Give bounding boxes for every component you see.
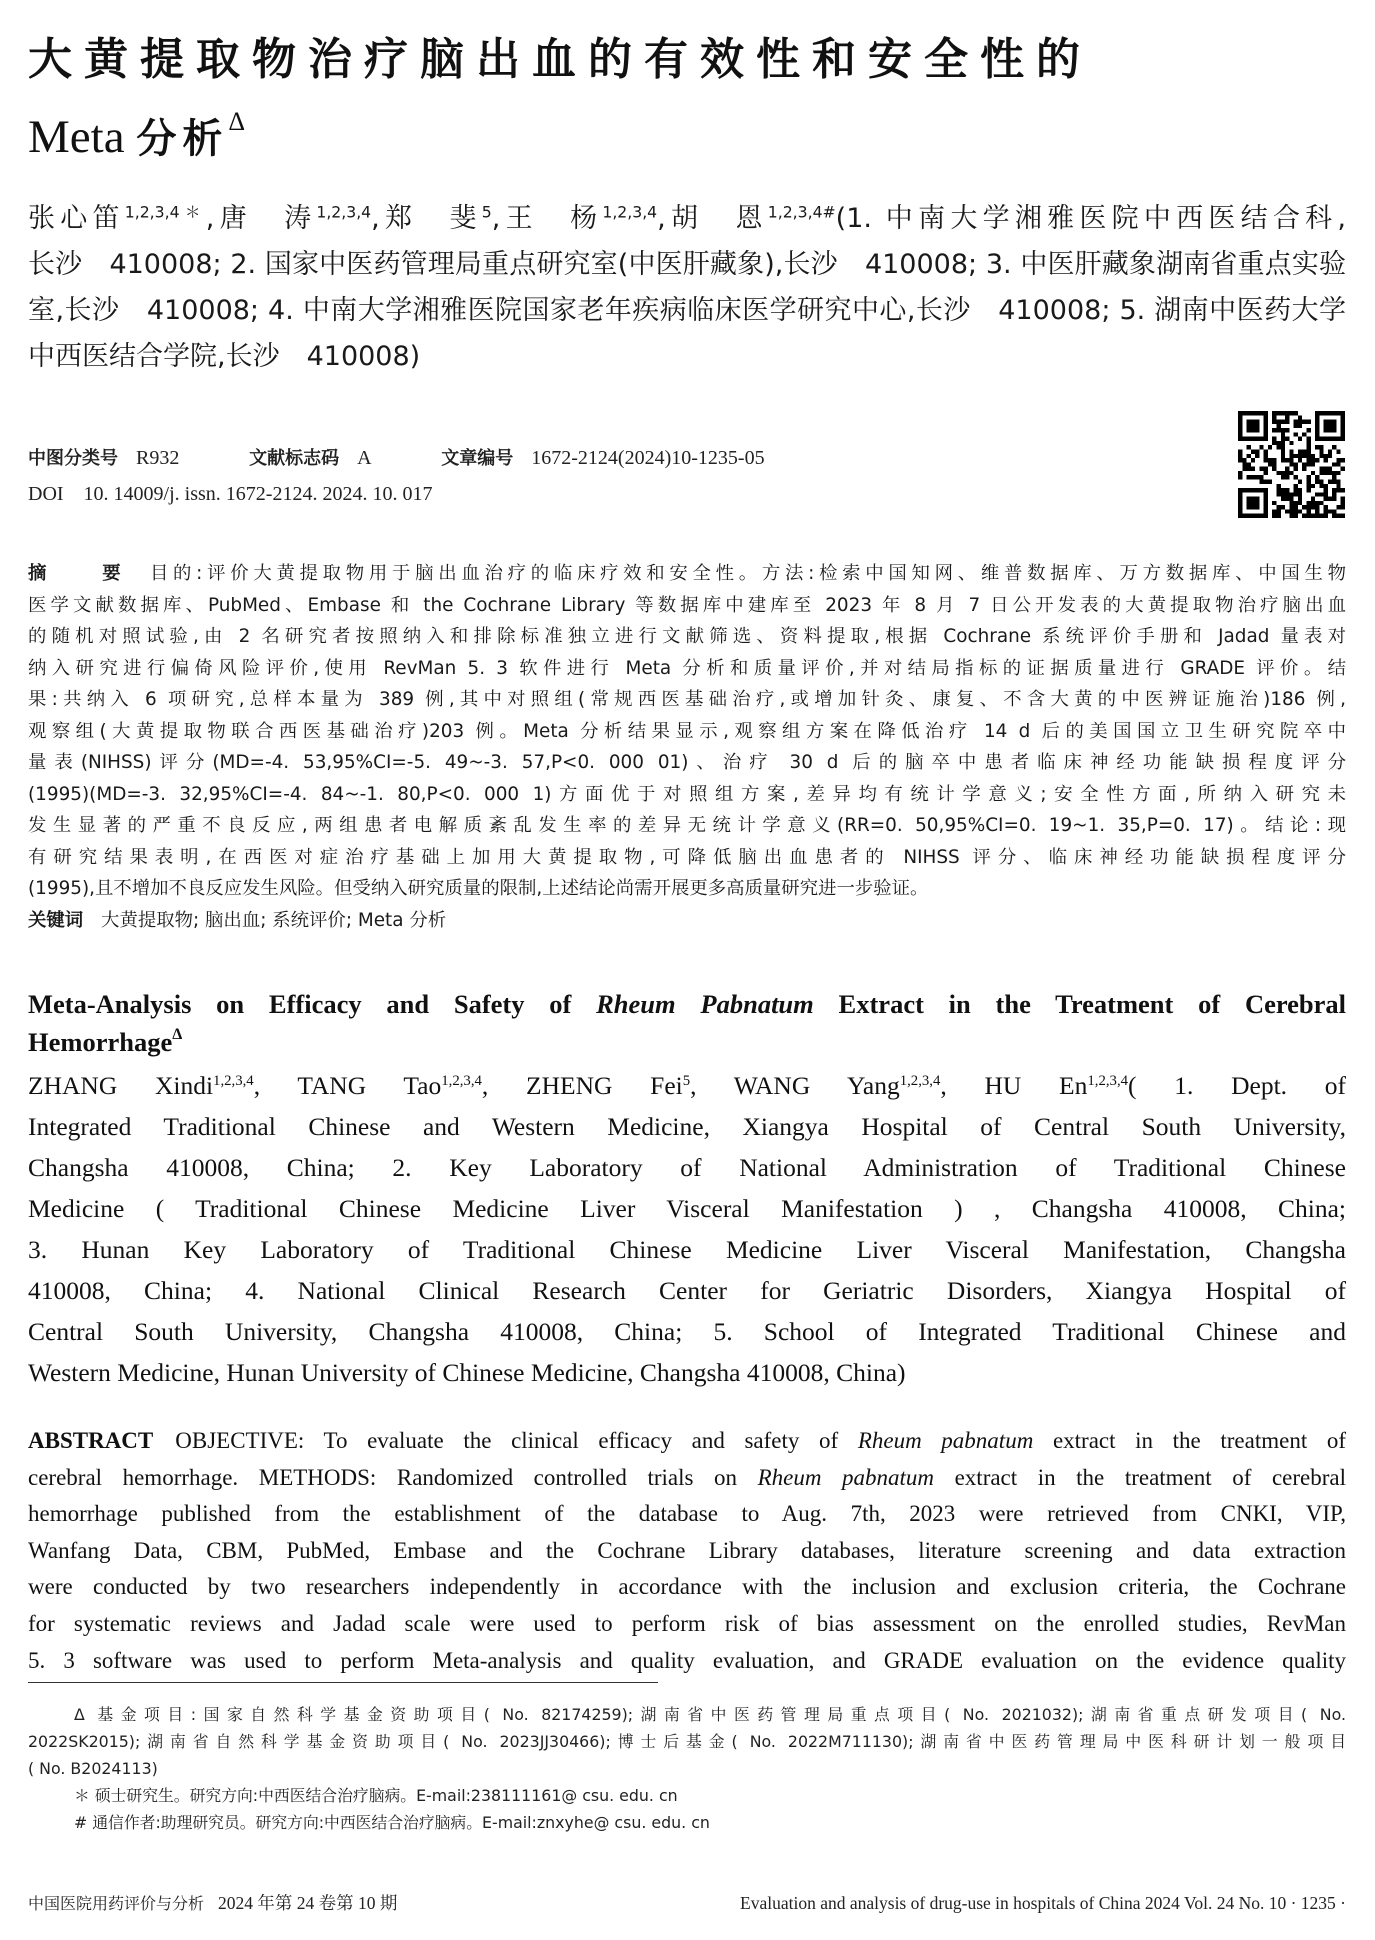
classification-metadata bbox=[28, 440, 1178, 512]
authors-affiliations-cn bbox=[28, 196, 1346, 380]
keywords-value: 大黄提取物; 脑出血; 系统评价; Meta 分析 bbox=[101, 909, 447, 931]
first-author-note: ＊ 硕士研究生。研究方向:中西医结合治疗脑病。E-mail:238111161@ csu. edu. cn bbox=[74, 1786, 678, 1805]
affiliation-en-line: Medicine ( Traditional Chinese Medicine Liver Visceral Manifestation ) , Changsha 410008, China; bbox=[28, 1194, 1346, 1223]
title-en-line-2 bbox=[28, 1023, 1346, 1061]
affiliation-en-text: ( 1. Dept. of bbox=[1128, 1071, 1346, 1100]
doc-code-value: A bbox=[357, 447, 372, 469]
abstract-en-species: Rheum pabnatum bbox=[757, 1464, 935, 1490]
abstract-cn-line: (1995)(MD=-3. 32,95%CI=-4. 84~-1. 80,P<0. 000 1)方面优于对照组方案,差异均有统计学意义;安全性方面,所纳入研究未 bbox=[28, 783, 1346, 805]
title-en-text: Hemorrhage bbox=[28, 1027, 173, 1057]
classification-row bbox=[28, 440, 1178, 476]
abstract-en-line: for systematic reviews and Jadad scale were used to perform risk of bias assessment on the enrolled studies, RevMan bbox=[28, 1610, 1346, 1636]
affiliation-en-line: Changsha 410008, China; 2. Key Laboratory of National Administration of Traditional Chinese bbox=[28, 1153, 1346, 1182]
author-affil-sup: 1,2,3,4 bbox=[316, 202, 372, 222]
abstract-cn-label: 摘 要 bbox=[28, 563, 140, 584]
corresponding-author-note: # 通信作者:助理研究员。研究方向:中西医结合治疗脑病。E-mail:znxyhe@ csu. edu. cn bbox=[74, 1813, 710, 1832]
author-affil-sup: 1,2,3,4# bbox=[767, 202, 836, 222]
author-affil-sup: 1,2,3,4 bbox=[602, 202, 658, 222]
fund-note-line: ( No. B2024113) bbox=[28, 1759, 158, 1778]
title-meta-word: Meta bbox=[28, 111, 125, 163]
authors-affiliations-en bbox=[28, 1065, 1346, 1393]
doi-row bbox=[28, 476, 1178, 512]
keywords-label: 关键词 bbox=[28, 909, 84, 931]
affiliation-line: 长沙 410008; 2. 国家中医药管理局重点研究室(中医肝藏象),长沙 410008; 3. 中医肝藏象湖南省重点实验 bbox=[28, 249, 1346, 280]
title-analysis-word: 分析 bbox=[136, 116, 229, 162]
abstract-en-line: Wanfang Data, CBM, PubMed, Embase and the Cochrane Library databases, literature screening and data extraction bbox=[28, 1537, 1346, 1563]
clc-label: 中图分类号 bbox=[28, 448, 118, 469]
abstract-en-text: extract in the treatment of cerebral bbox=[934, 1464, 1346, 1490]
journal-en: Evaluation and analysis of drug-use in hospitals of China 2024 Vol. 24 No. 10 · 1235 · bbox=[740, 1893, 1346, 1913]
author-affil-sup: 1,2,3,4＊ bbox=[124, 202, 206, 222]
affiliation-line: 中西医结合学院,长沙 410008) bbox=[28, 341, 421, 372]
article-no-value: 1672-2124(2024)10-1235-05 bbox=[531, 447, 765, 469]
article-no-label: 文章编号 bbox=[441, 448, 514, 469]
title-en-line-1 bbox=[28, 985, 1346, 1023]
abstract-en-text: OBJECTIVE: To evaluate the clinical efficacy and safety of bbox=[175, 1428, 858, 1453]
abstract-en-text: cerebral hemorrhage. METHODS: Randomized controlled trials on bbox=[28, 1464, 758, 1490]
doc-code-label: 文献标志码 bbox=[249, 448, 340, 469]
author-name: ,王 杨 bbox=[491, 203, 603, 234]
abstract-cn-line: (1995),且不增加不良反应发生风险。但受纳入研究质量的限制,上述结论尚需开展更多高质量研究进一步验证。 bbox=[28, 878, 929, 899]
author-en-sup: 1,2,3,4 bbox=[213, 1072, 254, 1089]
author-en-name: TANG Tao bbox=[297, 1071, 442, 1100]
author-line-1 bbox=[28, 196, 1346, 242]
title-en-species: Rheum Pabnatum bbox=[596, 989, 814, 1019]
journal-cn bbox=[28, 1888, 397, 1919]
fund-note-line: 2022SK2015);湖南省自然科学基金资助项目( No. 2023JJ30466);博士后基金( No. 2022M711130);湖南省中医药管理局中医科研计划一般项目 bbox=[28, 1732, 1346, 1751]
affiliation-en-line: Central South University, Changsha 410008, China; 5. School of Integrated Traditional Chinese and bbox=[28, 1317, 1346, 1346]
abstract-en-line bbox=[28, 1423, 1346, 1460]
affiliation-en-line: Western Medicine, Hunan University of Chinese Medicine, Changsha 410008, China) bbox=[28, 1358, 906, 1387]
abstract-en-text: extract in the treatment of bbox=[1033, 1428, 1346, 1453]
author-en-sup: 5 bbox=[682, 1072, 691, 1089]
abstract-en bbox=[28, 1423, 1346, 1679]
title-en-text: Extract in the Treatment of Cerebral bbox=[813, 989, 1346, 1019]
abstract-cn-line: 发生显著的严重不良反应,两组患者电解质紊乱发生率的差异无统计学意义(RR=0. 50,95%CI=0. 19~1. 35,P=0. 17)。结论:现 bbox=[28, 815, 1346, 836]
abstract-en-line bbox=[28, 1460, 1346, 1497]
funding-mark: Δ bbox=[172, 1026, 183, 1043]
author-name: ,郑 斐 bbox=[371, 203, 482, 234]
fund-note-line: Δ 基金项目:国家自然科学基金资助项目( No. 82174259);湖南省中医药管理局重点项目( No. 2021032);湖南省重点研发项目( No. bbox=[74, 1705, 1346, 1724]
author-name: ,唐 涛 bbox=[205, 203, 317, 234]
author-en-name: WANG Yang bbox=[733, 1071, 900, 1100]
affiliation-text: (1. 中南大学湘雅医院中西医结合科, bbox=[835, 203, 1346, 234]
affiliation-en-line: 410008, China; 4. National Clinical Research Center for Geriatric Disorders, Xiangya Hospital of bbox=[28, 1276, 1346, 1305]
abstract-cn-line: 纳入研究进行偏倚风险评价,使用 RevMan 5. 3 软件进行 Meta 分析和质量评价,并对结局指标的证据质量进行 GRADE 评价。结 bbox=[28, 657, 1346, 679]
qr-code-icon[interactable] bbox=[1238, 411, 1345, 518]
author-en-line-1: ZHANG Xindi$^{1,2,3,4}$, TANG Tao$^{1,2,3,4}$, ZHENG Fei$^5$, WANG Yang$^{1,2,3,4}$, HU En$^{1,2,3,4}$( 1. Dept. of bbox=[28, 1071, 1346, 1100]
affiliation-line: 室,长沙 410008; 4. 中南大学湘雅医院国家老年疾病临床医学研究中心,长沙 410008; 5. 湖南中医药大学 bbox=[28, 295, 1346, 326]
author-en-name: ZHANG Xindi bbox=[28, 1071, 214, 1100]
abstract-cn-line: 观察组(大黄提取物联合西医基础治疗)203 例。Meta 分析结果显示,观察组方案在降低治疗 14 d 后的美国国立卫生研究院卒中 bbox=[28, 720, 1346, 742]
doi-label: DOI bbox=[28, 483, 64, 505]
funding-mark: Δ bbox=[228, 107, 246, 136]
abstract-cn bbox=[28, 558, 1346, 936]
abstract-cn-line: 有研究结果表明,在西医对症治疗基础上加用大黄提取物,可降低脑出血患者的 NIHSS 评分、临床神经功能缺损程度评分 bbox=[28, 846, 1346, 868]
abstract-en-line: hemorrhage published from the establishment of the database to Aug. 7th, 2023 were retrieved from CNKI, VIP, bbox=[28, 1501, 1346, 1527]
keywords-cn bbox=[28, 905, 1346, 937]
footnotes bbox=[28, 1701, 1346, 1836]
title-line-1: 大黄提取物治疗脑出血的有效性和安全性的 bbox=[28, 34, 1092, 85]
abstract-en-line: were conducted by two researchers independently in accordance with the inclusion and exclusion criteria, the Cochrane bbox=[28, 1574, 1346, 1600]
author-en-sup: 1,2,3,4 bbox=[899, 1072, 941, 1089]
affiliation-en-line: 3. Hunan Key Laboratory of Traditional Chinese Medicine Liver Visceral Manifestation, Changsha bbox=[28, 1235, 1346, 1264]
author-affil-sup: 5 bbox=[481, 202, 492, 222]
abstract-cn-line: 果:共纳入 6 项研究,总样本量为 389 例,其中对照组(常规西医基础治疗,或增加针灸、康复、不含大黄的中医辨证施治)186 例, bbox=[28, 689, 1346, 710]
affiliation-en-line: Integrated Traditional Chinese and Western Medicine, Xiangya Hospital of Central South University, bbox=[28, 1112, 1346, 1141]
author-en-sup: 1,2,3,4 bbox=[1087, 1072, 1129, 1089]
doi-link[interactable]: 10. 14009/j. issn. 1672-2124. 2024. 10. 017 bbox=[83, 483, 433, 505]
journal-name-cn: 中国医院用药评价与分析 bbox=[28, 1894, 205, 1913]
journal-issue-cn: 2024 年第 24 卷第 10 期 bbox=[218, 1893, 398, 1913]
abstract-cn-line bbox=[28, 558, 1346, 590]
author-en-name: ZHENG Fei bbox=[526, 1071, 683, 1100]
abstract-cn-line: 医学文献数据库、PubMed、Embase 和 the Cochrane Library 等数据库中建库至 2023 年 8 月 7 日公开发表的大黄提取物治疗脑出血 bbox=[28, 594, 1346, 616]
article-title-cn bbox=[28, 22, 1348, 176]
article-title-en bbox=[28, 985, 1346, 1061]
footnote-divider bbox=[28, 1682, 658, 1683]
title-line-2 bbox=[28, 98, 1348, 176]
clc-value: R932 bbox=[136, 447, 180, 469]
author-en-name: HU En bbox=[984, 1071, 1088, 1100]
author-name: ,胡 恩 bbox=[657, 203, 768, 234]
page-footer bbox=[28, 1888, 1346, 1918]
title-en-text: Meta-Analysis on Efficacy and Safety of bbox=[28, 989, 597, 1019]
author-name: 张心笛 bbox=[28, 203, 125, 234]
abstract-en-species: Rheum pabnatum bbox=[857, 1428, 1034, 1453]
abstract-en-line: 5. 3 software was used to perform Meta-analysis and quality evaluation, and GRADE evaluation on the evidence quality bbox=[28, 1647, 1346, 1673]
abstract-en-label: ABSTRACT bbox=[28, 1428, 154, 1453]
abstract-cn-line: 量表(NIHSS)评分(MD=-4. 53,95%CI=-5. 49~-3. 57,P<0. 000 01)、治疗 30 d 后的脑卒中患者临床神经功能缺损程度评分 bbox=[28, 752, 1346, 773]
abstract-cn-text: 目的:评价大黄提取物用于脑出血治疗的临床疗效和安全性。方法:检索中国知网、维普数据库、万方数据库、中国生物 bbox=[149, 563, 1346, 584]
author-en-sup: 1,2,3,4 bbox=[441, 1072, 482, 1089]
abstract-cn-line: 的随机对照试验,由 2 名研究者按照纳入和排除标准独立进行文献筛选、资料提取,根据 Cochrane 系统评价手册和 Jadad 量表对 bbox=[28, 626, 1346, 647]
